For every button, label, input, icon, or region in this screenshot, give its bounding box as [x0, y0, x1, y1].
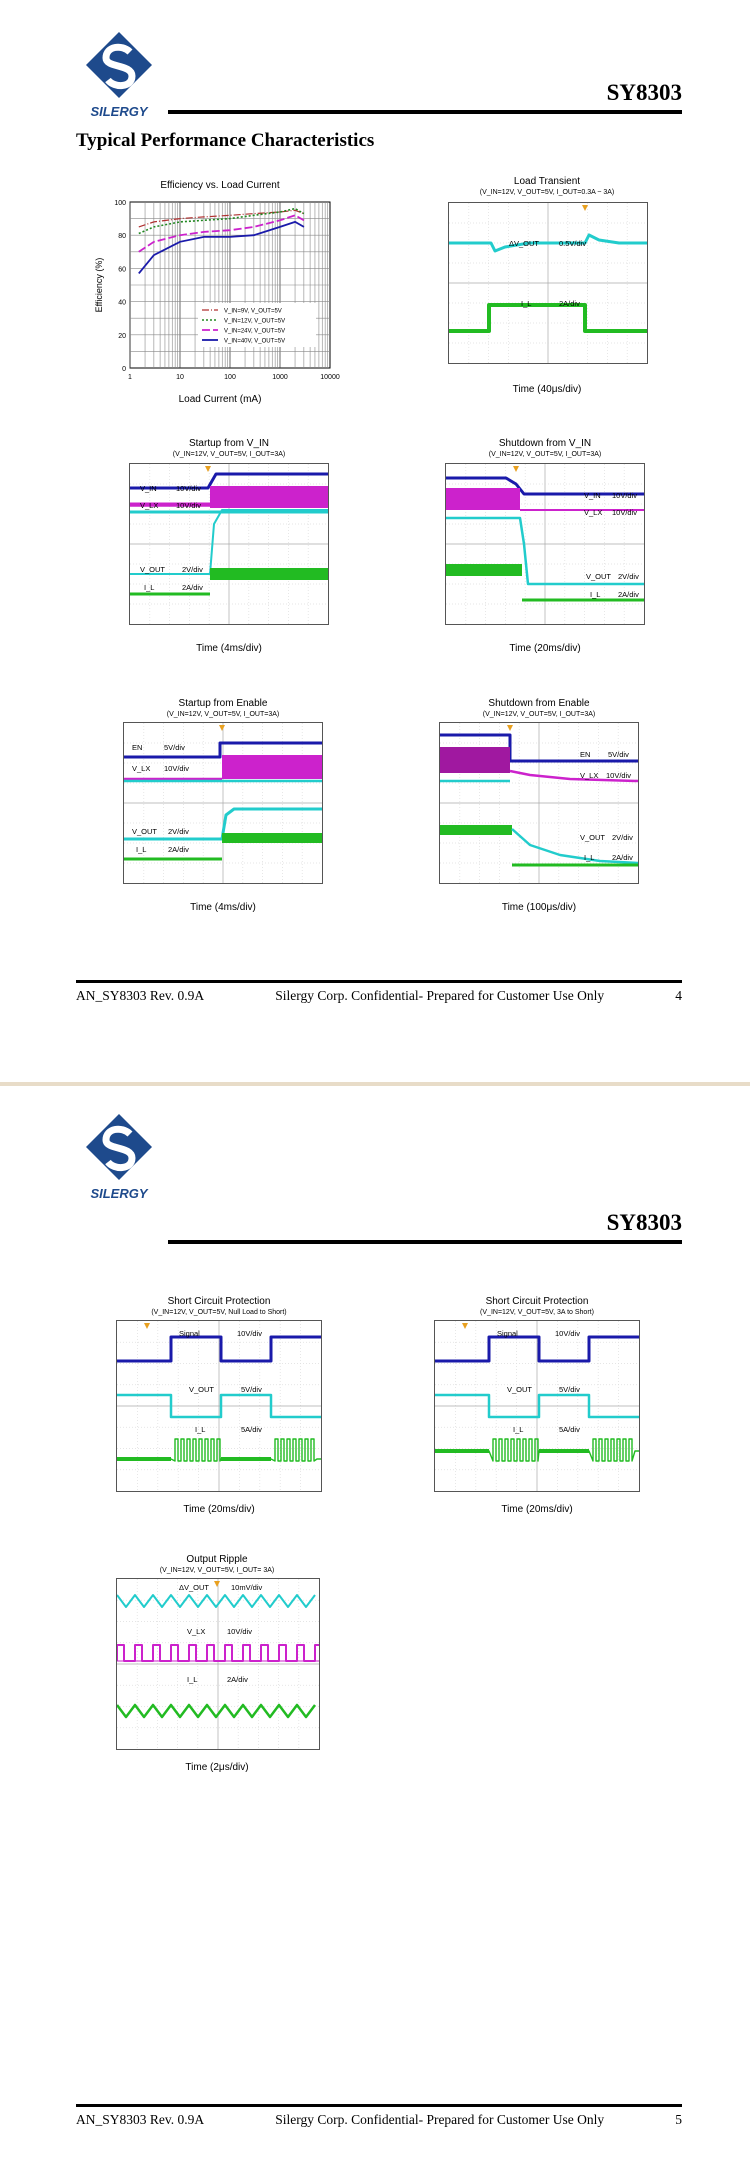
output-ripple-figure: [112, 1552, 322, 1772]
trace-label: ΔV_OUT: [179, 1583, 210, 1592]
figure-title: Short Circuit Protection: [485, 1296, 589, 1307]
trace-label: V_OUT: [507, 1385, 533, 1394]
trace-label: V_LX: [140, 501, 159, 510]
time-label: Time (100μs/div): [501, 902, 577, 913]
trace-label: ΔV_OUT: [509, 239, 540, 248]
trace-label: I_L: [187, 1675, 198, 1684]
trace-il-ripple: [446, 564, 522, 576]
figure-title: Startup from Enable: [178, 698, 268, 709]
short-circuit-3a-figure: [432, 1294, 642, 1514]
figure-title: Startup from V_IN: [188, 438, 270, 449]
efficiency-plot: [90, 178, 350, 408]
x-tick-label: 100: [224, 374, 236, 381]
logo-text: SILERGY: [90, 104, 148, 119]
scope-screen: [448, 202, 648, 364]
scope-traces: [446, 464, 644, 624]
trace-scale: 10V/div: [612, 491, 638, 500]
trace-label: V_OUT: [189, 1385, 215, 1394]
footer-confidential: Silergy Corp. Confidential- Prepared for Customer Use Only: [275, 2112, 605, 2127]
scope-screen: [123, 722, 323, 884]
startup-vin-figure: [124, 436, 334, 656]
trace-scale: 5V/div: [608, 750, 629, 759]
silergy-logo: [84, 30, 154, 122]
trace-scale: 10V/div: [606, 771, 632, 780]
figure-title: Shutdown from Enable: [488, 698, 590, 709]
load-transient-figure: [442, 174, 652, 404]
trace-label: I_L: [521, 299, 532, 308]
trace-label: I_L: [590, 590, 601, 599]
figure-title: Load Transient: [513, 176, 581, 187]
startup-enable-figure: [118, 696, 328, 916]
trace-scale: 2A/div: [168, 845, 189, 854]
figure-subtitle: (V_IN=12V, V_OUT=5V, I_OUT=3A): [482, 711, 596, 718]
x-tick-label: 1000: [272, 374, 288, 381]
scope-screen: [116, 1320, 322, 1492]
trace-scale: 10V/div: [176, 501, 202, 510]
time-label: Time (20ms/div): [183, 1504, 255, 1515]
footer-doc-id: AN_SY8303 Rev. 0.9A: [76, 988, 205, 1003]
trace-scale: 10V/div: [237, 1329, 263, 1338]
trace-label: EN: [132, 743, 143, 752]
time-label: Time (20ms/div): [509, 643, 581, 654]
trace-scale: 5V/div: [241, 1385, 262, 1394]
scope-traces: [130, 464, 328, 624]
figure-title: Output Ripple: [186, 1554, 248, 1565]
scope-traces: [440, 723, 638, 883]
time-label: Time (4ms/div): [196, 643, 262, 654]
shutdown-enable-figure: [434, 696, 644, 916]
trace-scale: 10V/div: [164, 764, 190, 773]
trace-scale: 10V/div: [612, 508, 638, 517]
logo-text: SILERGY: [90, 1186, 148, 1201]
short-circuit-null-figure: [114, 1294, 324, 1514]
trace-scale: 5V/div: [559, 1385, 580, 1394]
trace-label: I_L: [584, 853, 595, 862]
trace-label: I_L: [136, 845, 147, 854]
x-axis-label: Load Current (mA): [178, 394, 262, 405]
trace-label: I_L: [144, 583, 155, 592]
footer-page-number: 5: [675, 2112, 682, 2127]
trace-scale: 10V/div: [555, 1329, 581, 1338]
trace-vlx-switching: [440, 747, 510, 773]
scope-traces: [435, 1321, 639, 1491]
trace-vlx-switching: [446, 488, 520, 510]
y-tick-label: 60: [118, 266, 126, 274]
figure-subtitle: (V_IN=12V, V_OUT=5V, I_OUT=3A): [488, 451, 602, 458]
figure-subtitle: (V_IN=12V, V_OUT=5V, Null Load to Short): [151, 1309, 287, 1316]
trace-label: V_IN: [140, 484, 157, 493]
trace-label: V_LX: [584, 508, 603, 517]
trace-label: V_OUT: [140, 565, 166, 574]
trace-scale: 2V/div: [612, 833, 633, 842]
silergy-logo: [84, 1112, 154, 1204]
trace-label: V_IN: [584, 491, 601, 500]
trace-vlx-switching: [222, 755, 322, 779]
footer-rule: [76, 2104, 682, 2107]
section-title: Typical Performance Characteristics: [76, 130, 375, 151]
x-tick-label: 10: [176, 374, 184, 381]
footer-doc-id: AN_SY8303 Rev. 0.9A: [76, 2112, 205, 2127]
trace-scale: 10V/div: [227, 1627, 253, 1636]
header-rule: [168, 110, 682, 114]
footer: [76, 988, 682, 1004]
trace-vlx-switching: [210, 486, 328, 508]
y-tick-label: 100: [114, 200, 126, 207]
trace-il-ripple: [222, 833, 322, 843]
time-label: Time (40μs/div): [512, 384, 582, 395]
part-number: SY8303: [606, 1210, 682, 1235]
trace-scale: 2V/div: [182, 565, 203, 574]
scope-screen: [129, 463, 329, 625]
legend-entry: V_IN=24V, V_OUT=5V: [224, 328, 286, 335]
trace-scale: 2A/div: [612, 853, 633, 862]
trace-label: V_OUT: [132, 827, 158, 836]
scope-screen: [434, 1320, 640, 1492]
trace-scale: 0.5V/div: [559, 239, 587, 248]
trace-label: Signal: [497, 1329, 518, 1338]
y-tick-label: 40: [118, 299, 126, 307]
figure-title: Shutdown from V_IN: [498, 438, 592, 449]
trace-scale: 2A/div: [227, 1675, 248, 1684]
trace-label: V_OUT: [586, 572, 612, 581]
trace-scale: 2V/div: [168, 827, 189, 836]
footer-confidential: Silergy Corp. Confidential- Prepared for Customer Use Only: [275, 988, 605, 1003]
trace-label: I_L: [195, 1425, 206, 1434]
figure-subtitle: (V_IN=12V, V_OUT=5V, I_OUT=3A): [172, 451, 286, 458]
trace-scale: 5V/div: [164, 743, 185, 752]
scope-screen: [439, 722, 639, 884]
page-5: [0, 1082, 750, 2164]
efficiency-chart: [90, 178, 350, 408]
y-tick-label: 20: [118, 332, 126, 340]
y-tick-label: 80: [118, 233, 126, 241]
legend-entry: V_IN=40V, V_OUT=5V: [224, 338, 286, 345]
shutdown-vin-figure: [440, 436, 650, 656]
trace-scale: 2A/div: [559, 299, 580, 308]
trace-scale: 10V/div: [176, 484, 202, 493]
figure-subtitle: (V_IN=12V, V_OUT=5V, I_OUT= 3A): [159, 1567, 275, 1574]
footer: [76, 2112, 682, 2128]
trace-label: V_LX: [580, 771, 599, 780]
scope-traces: [449, 203, 647, 363]
time-label: Time (4ms/div): [190, 902, 256, 913]
trace-scale: 5A/div: [559, 1425, 580, 1434]
trace-label: V_LX: [132, 764, 151, 773]
time-label: Time (2μs/div): [185, 1762, 249, 1773]
trace-label: I_L: [513, 1425, 524, 1434]
header-rule: [168, 1240, 682, 1244]
figure-title: Short Circuit Protection: [167, 1296, 271, 1307]
footer-page-number: 4: [675, 988, 682, 1003]
legend-entry: V_IN=12V, V_OUT=5V: [224, 318, 286, 325]
scope-screen: [116, 1578, 320, 1750]
trace-label: V_OUT: [580, 833, 606, 842]
scope-traces: [117, 1321, 321, 1491]
time-label: Time (20ms/div): [501, 1504, 573, 1515]
y-tick-label: 0: [122, 366, 126, 373]
trace-il-ripple: [440, 825, 512, 835]
chart-title: Efficiency vs. Load Current: [160, 180, 280, 191]
trace-label: Signal: [179, 1329, 200, 1338]
legend-entry: V_IN=9V, V_OUT=5V: [224, 308, 282, 315]
x-tick-label: 1: [128, 374, 132, 381]
trace-scale: 10mV/div: [231, 1583, 263, 1592]
scope-traces: [117, 1579, 319, 1749]
figure-subtitle: (V_IN=12V, V_OUT=5V, I_OUT=3A): [166, 711, 280, 718]
scope-screen: [445, 463, 645, 625]
figure-subtitle: (V_IN=12V, V_OUT=5V, 3A to Short): [480, 1309, 594, 1316]
trace-label: V_LX: [187, 1627, 206, 1636]
x-tick-label: 10000: [320, 374, 340, 381]
footer-rule: [76, 980, 682, 983]
trace-scale: 5A/div: [241, 1425, 262, 1434]
scope-traces: [124, 723, 322, 883]
trace-scale: 2A/div: [182, 583, 203, 592]
trace-scale: 2V/div: [618, 572, 639, 581]
part-number: SY8303: [606, 80, 682, 105]
figure-subtitle: (V_IN=12V, V_OUT=5V, I_OUT=0.3A ~ 3A): [479, 189, 615, 196]
page-separator: [0, 1082, 750, 1086]
trace-scale: 2A/div: [618, 590, 639, 599]
y-axis-label: Efficiency (%): [94, 257, 104, 313]
trace-il-ripple: [210, 568, 328, 580]
trace-label: EN: [580, 750, 591, 759]
